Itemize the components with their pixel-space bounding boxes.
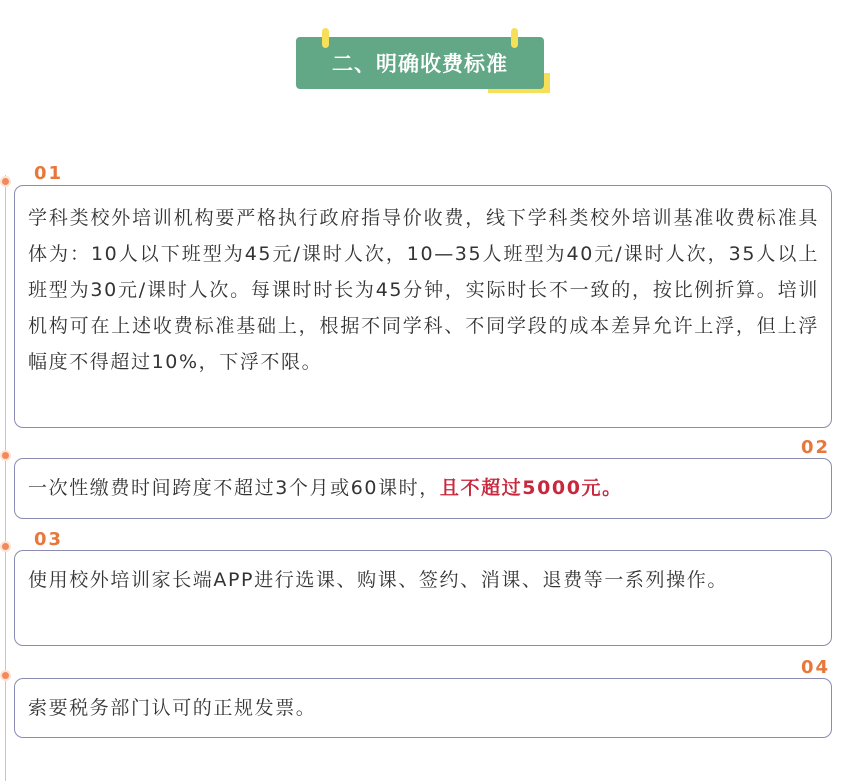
item-text: 学科类校外培训机构要严格执行政府指导价收费，线下学科类校外培训基准收费标准具体为：10人以下班型为45元/课时人次，10—35人班型为40元/课时人次，35人以上班型为30元/课时人次。每课时时长为45分钟，实际时长不一致的，按比例折算。培训机构可在上述收费标准基础上，根据不同学科、不同学段的成本差异允许上浮，但上浮幅度不得超过10%，下浮不限。 xyxy=(28,207,819,373)
list-item xyxy=(14,185,832,428)
item-number: 03 xyxy=(34,529,64,550)
item-text xyxy=(15,459,831,506)
item-text: 索要税务部门认可的正规发票。 xyxy=(28,697,317,719)
timeline-dot-icon xyxy=(0,670,11,681)
item-text: 使用校外培训家长端APP进行选课、购课、签约、消课、退费等一系列操作。 xyxy=(28,569,728,591)
timeline-dot-icon xyxy=(0,450,11,461)
list-item xyxy=(14,458,832,519)
list-item xyxy=(14,678,832,738)
header-pin-right xyxy=(511,28,518,48)
timeline-line xyxy=(5,175,6,781)
list-item xyxy=(14,550,832,646)
section-title: 二、明确收费标准 xyxy=(296,37,544,89)
item-number: 01 xyxy=(34,163,64,184)
header-pin-left xyxy=(322,28,329,48)
item-text-highlight: 且不超过5000元。 xyxy=(439,477,623,499)
timeline-dot-icon xyxy=(0,176,11,187)
item-number: 04 xyxy=(801,657,831,678)
section-header xyxy=(296,28,554,96)
item-number: 02 xyxy=(801,437,831,458)
item-text-body: 一次性缴费时间跨度不超过3个月或60课时， xyxy=(28,477,440,499)
timeline-dot-icon xyxy=(0,541,11,552)
